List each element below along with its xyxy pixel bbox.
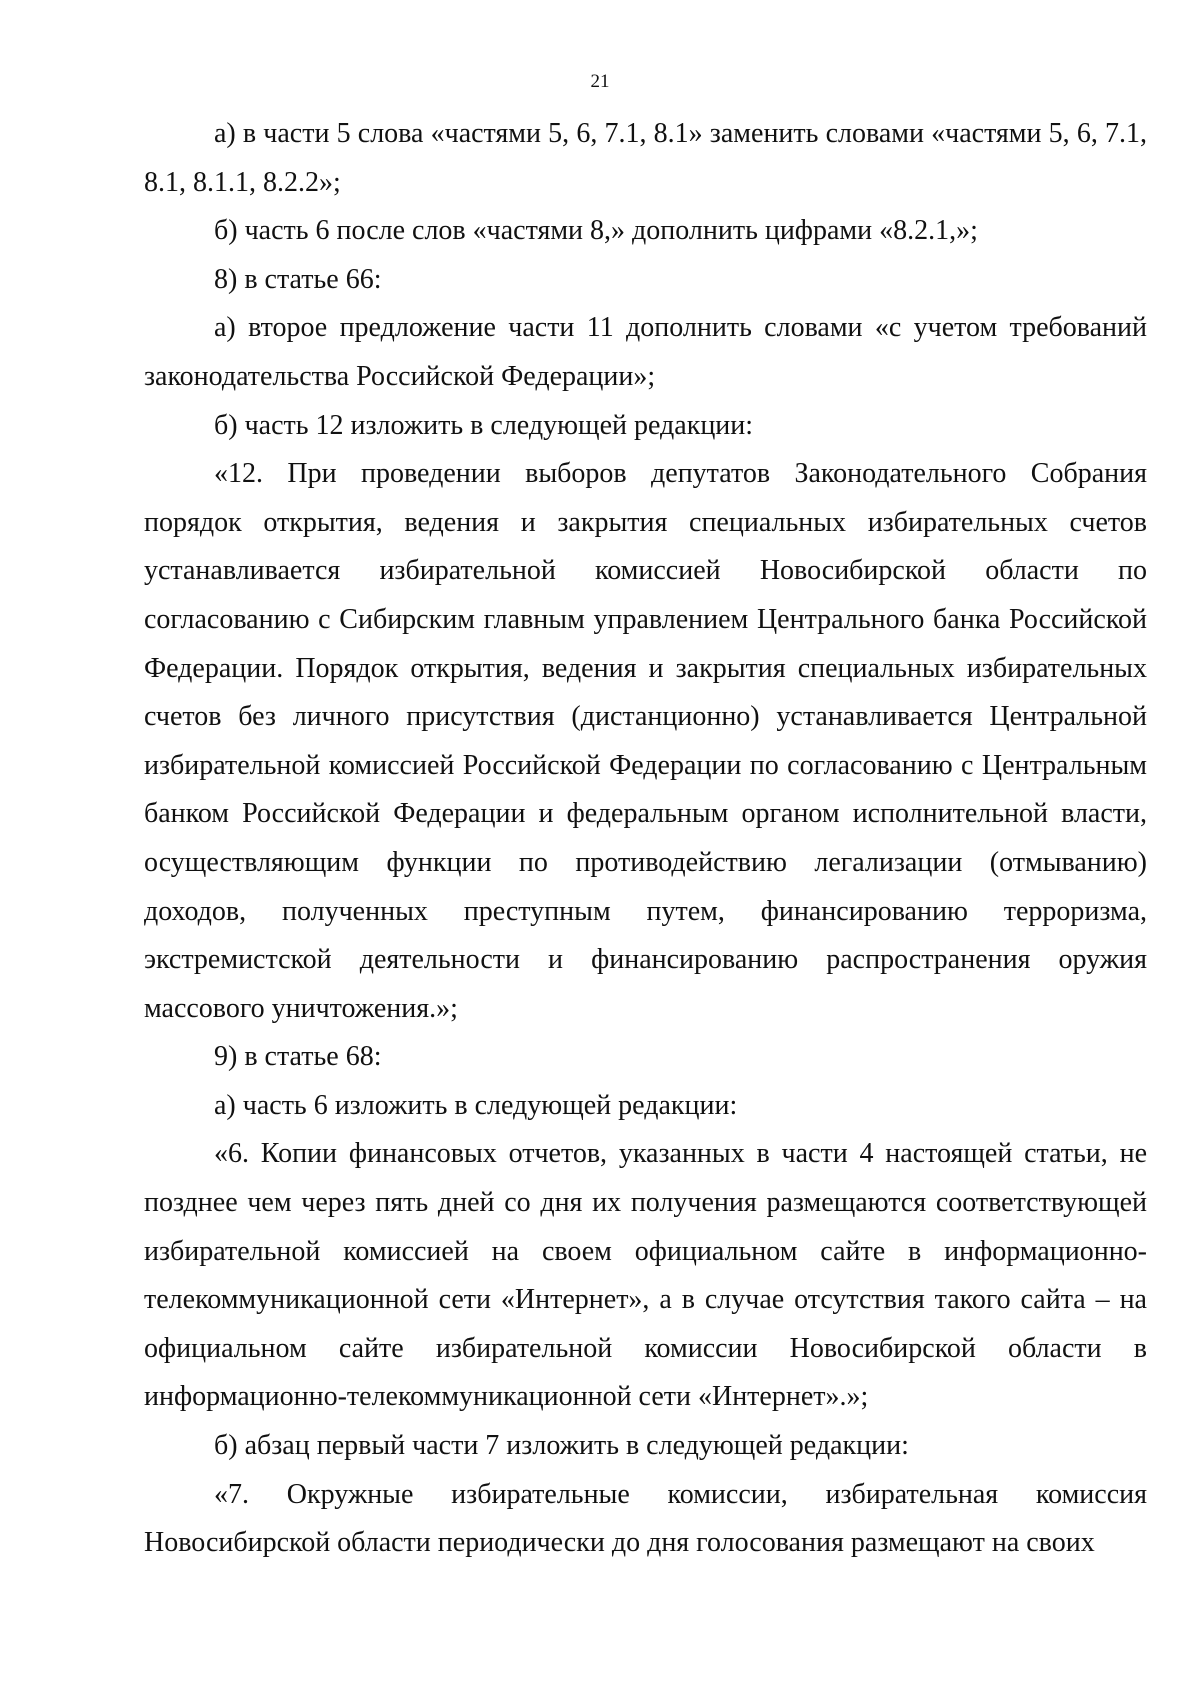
page-number: 21 — [590, 71, 610, 92]
paragraph-amend-part-7: б) абзац первый части 7 изложить в следующей редакции: — [214, 1430, 909, 1462]
paragraph-new-part-12: «12. При проведении выборов депутатов Законодательного Собрания порядок открытия, ведения и закрытия специальных избирательных счетов устанавливается избирательной комиссией Новосибирской области по согласованию с Сибирским главным управлением Центрального банка Российской Федерации. Порядок открытия, ведения и закрытия специальных избирательных счетов без личного присутствия (дистанционно) устанавливается Центральной избирательной комиссией Российской Федерации по согласованию с Центральным банком Российской Федерации и федеральным органом исполнительной власти, осуществляющим функции по противодействию легализации (отмыванию) доходов, полученных преступным путем, финансированию терроризма, экстремистской деятельности и финансированию распространения оружия массового уничтожения.»; — [144, 458, 1147, 1024]
paragraph-amend-part-6-art-68: а) часть 6 изложить в следующей редакции: — [214, 1089, 738, 1121]
paragraph-new-part-7: «7. Окружные избирательные комиссии, избирательная комиссия Новосибирской области периодически до дня голосования размещают на своих — [144, 1478, 1147, 1559]
paragraph-new-part-6: «6. Копии финансовых отчетов, указанных в части 4 настоящей статьи, не позднее чем через пять дней со дня их получения размещаются соответствующей избирательной комиссией на своем официальном сайте в информационно-телекоммуникационной сети «Интернет», а в случае отсутствия такого сайта – на официальном сайте избирательной комиссии Новосибирской области в информационно-телекоммуникационной сети «Интернет».»; — [144, 1138, 1147, 1413]
document-body — [144, 110, 1147, 1568]
paragraph-amend-part-11: а) второе предложение части 11 дополнить словами «с учетом требований законодательства Российской Федерации»; — [144, 312, 1147, 392]
paragraph-amend-part-5: а) в части 5 слова «частями 5, 6, 7.1, 8.1» заменить словами «частями 5, 6, 7.1, 8.1, 8.1.1, 8.2.2»; — [144, 118, 1147, 198]
paragraph-article-66: 8) в статье 66: — [214, 263, 382, 295]
paragraph-article-68: 9) в статье 68: — [214, 1041, 382, 1073]
paragraph-amend-part-12: б) часть 12 изложить в следующей редакции: — [214, 409, 754, 441]
paragraph-amend-part-6: б) часть 6 после слов «частями 8,» дополнить цифрами «8.2.1,»; — [214, 215, 978, 247]
